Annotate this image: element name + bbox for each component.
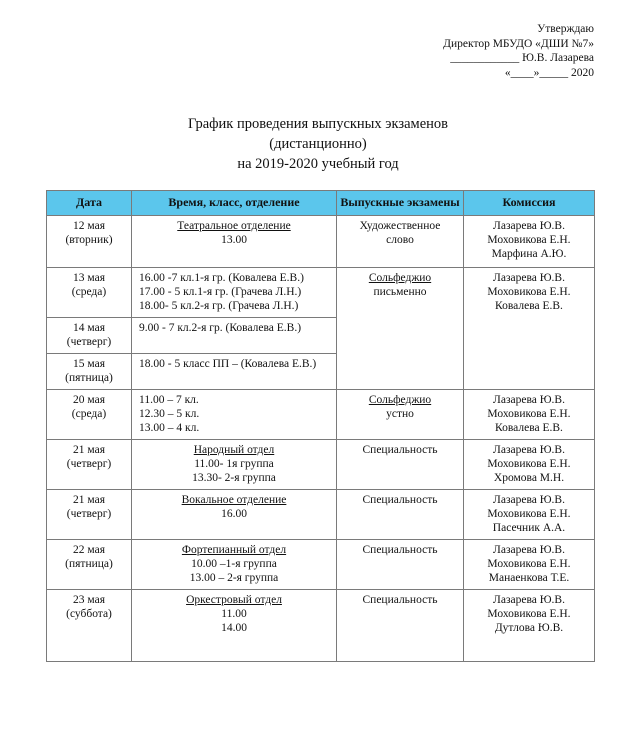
cell-line: 9.00 - 7 кл.2-я гр. (Ковалева Е.В.) <box>139 322 302 334</box>
approval-block <box>324 22 594 80</box>
cell-line: Ковалева Е.В. <box>495 422 563 434</box>
cell-line: письменно <box>373 286 427 298</box>
cell-date <box>47 540 132 590</box>
table-row <box>47 390 595 440</box>
cell-line: Оркестровый отдел <box>186 594 282 606</box>
cell-date <box>47 490 132 540</box>
cell-time-class-department <box>132 490 337 540</box>
cell-line: 16.00 -7 кл.1-я гр. (Ковалева Е.В.) <box>139 272 304 284</box>
cell-line: Лазарева Ю.В. <box>493 220 565 232</box>
cell-commission <box>464 390 595 440</box>
cell-date <box>47 216 132 268</box>
cell-line: 13 мая <box>73 272 105 284</box>
cell-line: 15 мая <box>73 358 105 370</box>
cell-line: 16.00 <box>221 508 247 520</box>
approval-line-2: Директор МБУДО «ДШИ №7» <box>443 37 594 50</box>
title-line-2: (дистанционно) <box>269 136 367 152</box>
cell-line: 13.30- 2-я группа <box>192 472 276 484</box>
approval-line-3: ____________ Ю.В. Лазарева <box>450 52 594 64</box>
cell-line: Марфина А.Ю. <box>491 248 567 260</box>
cell-date <box>47 354 132 390</box>
cell-line: Моховикова Е.Н. <box>487 458 571 470</box>
column-header-commission: Комиссия <box>464 191 595 216</box>
cell-time-class-department <box>132 540 337 590</box>
cell-time-class-department <box>132 268 337 318</box>
cell-commission <box>464 490 595 540</box>
cell-date <box>47 318 132 354</box>
column-header-exam: Выпускные экзамены <box>337 191 464 216</box>
cell-line: устно <box>386 408 414 420</box>
column-header-date: Дата <box>47 191 132 216</box>
cell-line: Моховикова Е.Н. <box>487 408 571 420</box>
title-line-1: График проведения выпускных экзаменов <box>187 116 449 132</box>
cell-line: Лазарева Ю.В. <box>493 272 565 284</box>
cell-line: Лазарева Ю.В. <box>493 544 565 556</box>
cell-line: Специальность <box>362 494 438 506</box>
cell-line: Народный отдел <box>193 444 275 456</box>
page-title <box>0 114 636 174</box>
cell-line: 14 мая <box>73 322 105 334</box>
cell-time-class-department <box>132 390 337 440</box>
cell-line: слово <box>386 234 414 246</box>
cell-commission <box>464 216 595 268</box>
cell-line: Лазарева Ю.В. <box>493 494 565 506</box>
cell-line: 11.00 <box>221 608 247 620</box>
table-row <box>47 268 595 318</box>
cell-line: (четверг) <box>66 458 112 470</box>
cell-line: 18.00- 5 кл.2-я гр. (Грачева Л.Н.) <box>139 300 299 312</box>
cell-line: Лазарева Ю.В. <box>493 394 565 406</box>
cell-line: (пятница) <box>65 372 113 384</box>
cell-line: 13.00 – 4 кл. <box>139 422 200 434</box>
table-row <box>47 540 595 590</box>
cell-line: 14.00 <box>221 622 247 634</box>
cell-exam <box>337 590 464 662</box>
cell-line: Дутлова Ю.В. <box>494 622 564 634</box>
cell-line: Специальность <box>362 544 438 556</box>
table-row <box>47 490 595 540</box>
cell-exam <box>337 490 464 540</box>
schedule-table-container <box>46 190 594 662</box>
cell-line: Ковалева Е.В. <box>495 300 563 312</box>
cell-line: Лазарева Ю.В. <box>493 444 565 456</box>
table-header <box>47 191 595 216</box>
cell-line: (среда) <box>71 286 107 298</box>
cell-line: (суббота) <box>66 608 112 620</box>
cell-line: 17.00 - 5 кл.1-я гр. (Грачева Л.Н.) <box>139 286 302 298</box>
cell-date <box>47 590 132 662</box>
cell-line: 21 мая <box>73 494 105 506</box>
cell-line: Моховикова Е.Н. <box>487 558 571 570</box>
cell-line: Моховикова Е.Н. <box>487 508 571 520</box>
table-row <box>47 216 595 268</box>
cell-line: Театральное отделение <box>177 220 291 232</box>
cell-time-class-department <box>132 354 337 390</box>
cell-line: 11.00 – 7 кл. <box>139 394 199 406</box>
cell-line: Вокальное отделение <box>181 494 287 506</box>
cell-line: 23 мая <box>73 594 105 606</box>
cell-line: Хромова М.Н. <box>493 472 565 484</box>
cell-line: Пасечник А.А. <box>492 522 566 534</box>
cell-time-class-department <box>132 440 337 490</box>
table-row <box>47 440 595 490</box>
cell-line: 13.00 – 2-я группа <box>189 572 279 584</box>
column-header-time: Время, класс, отделение <box>132 191 337 216</box>
cell-line: 18.00 - 5 класс ПП – (Ковалева Е.В.) <box>139 358 317 370</box>
cell-line: Специальность <box>362 594 438 606</box>
cell-commission <box>464 440 595 490</box>
cell-line: 11.00- 1я группа <box>194 458 274 470</box>
table-header-row <box>47 191 595 216</box>
cell-line: 10.00 –1-я группа <box>191 558 277 570</box>
cell-line: 22 мая <box>73 544 105 556</box>
cell-commission <box>464 268 595 390</box>
cell-line: 12.30 – 5 кл. <box>139 408 200 420</box>
cell-line: (четверг) <box>66 336 112 348</box>
cell-time-class-department <box>132 590 337 662</box>
cell-line: 20 мая <box>73 394 105 406</box>
cell-date <box>47 268 132 318</box>
cell-time-class-department <box>132 318 337 354</box>
cell-date <box>47 440 132 490</box>
cell-line: Моховикова Е.Н. <box>487 286 571 298</box>
cell-line: Фортепианный отдел <box>181 544 287 556</box>
cell-line: 13.00 <box>221 234 247 246</box>
cell-line: (четверг) <box>66 508 112 520</box>
title-line-3: на 2019-2020 учебный год <box>237 156 399 172</box>
approval-line-4: «____»_____ 2020 <box>504 66 594 79</box>
cell-line: (вторник) <box>65 234 113 246</box>
cell-line: 21 мая <box>73 444 105 456</box>
cell-exam <box>337 216 464 268</box>
cell-line: Моховикова Е.Н. <box>487 608 571 620</box>
cell-exam <box>337 440 464 490</box>
cell-line: 12 мая <box>73 220 105 232</box>
cell-time-class-department <box>132 216 337 268</box>
cell-commission <box>464 540 595 590</box>
cell-line: Манаенкова Т.Е. <box>488 572 570 584</box>
cell-line: Специальность <box>362 444 438 456</box>
approval-line-1: Утверждаю <box>537 23 594 35</box>
cell-line: Лазарева Ю.В. <box>493 594 565 606</box>
cell-line: Сольфеджио <box>368 394 432 406</box>
cell-commission <box>464 590 595 662</box>
schedule-table <box>46 190 595 662</box>
cell-exam <box>337 540 464 590</box>
table-row <box>47 590 595 662</box>
cell-line: Моховикова Е.Н. <box>487 234 571 246</box>
cell-exam <box>337 390 464 440</box>
cell-line: Художественное <box>359 220 441 232</box>
cell-exam <box>337 268 464 390</box>
table-body <box>47 216 595 662</box>
cell-date <box>47 390 132 440</box>
cell-line: Сольфеджио <box>368 272 432 284</box>
cell-line: (среда) <box>71 408 107 420</box>
cell-line: (пятница) <box>65 558 113 570</box>
